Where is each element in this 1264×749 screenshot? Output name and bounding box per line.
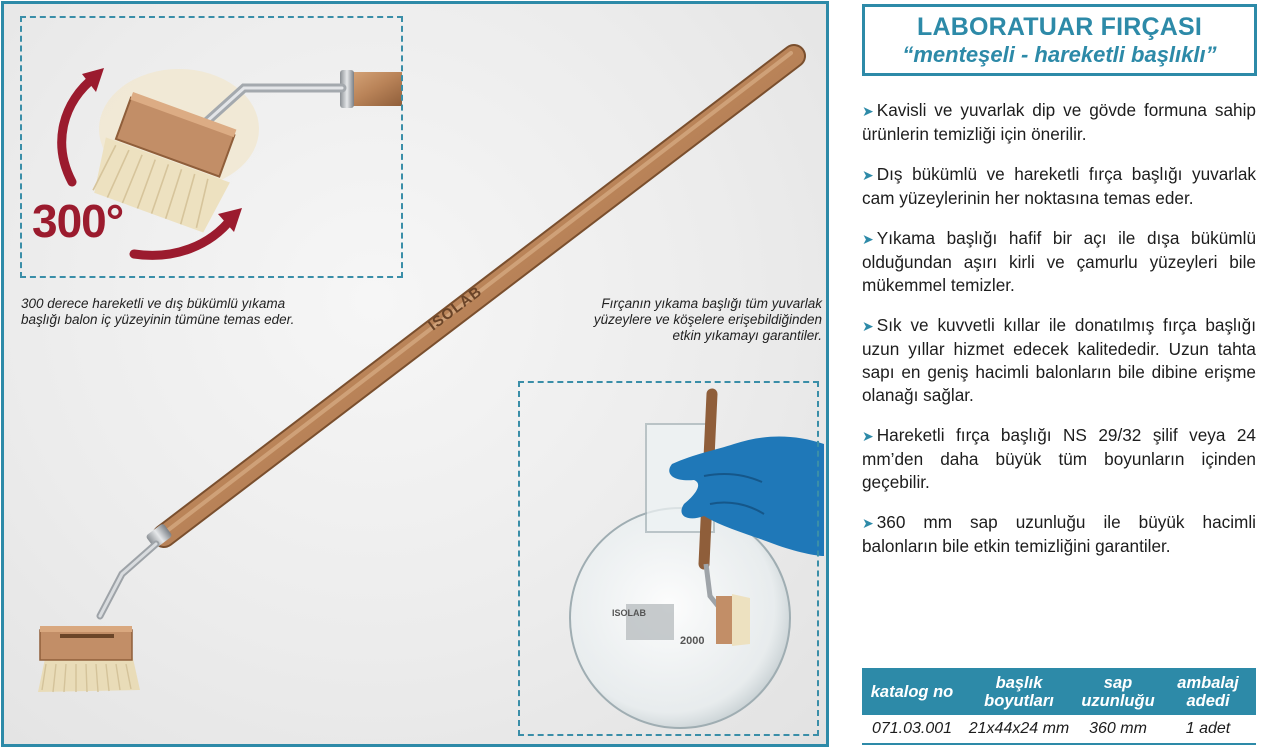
feature-item: ➤ Kavisli ve yuvarlak dip ve gövde formuna sahip ürünlerin temizliği için önerilir. bbox=[862, 100, 1256, 144]
cell-pack-qty: 1 adet bbox=[1185, 720, 1231, 737]
feature-item: ➤ 360 mm sap uzunluğu ile büyük hacimli balonların bile etkin temizliğini garantiler. bbox=[862, 512, 1256, 556]
flask-volume: 2000 bbox=[680, 635, 705, 647]
cell-catalog-no: 071.03.001 bbox=[871, 720, 953, 737]
product-subtitle: “menteşeli - hareketli başlıklı” bbox=[902, 42, 1217, 67]
bullet-arrow-icon: ➤ bbox=[862, 428, 874, 444]
caption-washing: Fırçanın yıkama başlığı tüm yuvarlak yüzeylere ve köşelere erişebildiğinden etkin yıkamayı garantiler. bbox=[593, 296, 822, 343]
bullet-arrow-icon: ➤ bbox=[862, 515, 874, 531]
header-pack-qty: ambalaj adedi bbox=[1177, 673, 1239, 710]
feature-list bbox=[862, 99, 1256, 575]
header-handle-length: sap uzunluğu bbox=[1081, 673, 1155, 710]
product-title: LABORATUAR FIRÇASI bbox=[916, 13, 1203, 41]
handle-brand: ISOLAB bbox=[425, 282, 486, 335]
flask-brand: ISOLAB bbox=[612, 608, 647, 618]
product-illustration-panel bbox=[1, 1, 829, 747]
bullet-arrow-icon: ➤ bbox=[862, 318, 874, 334]
bullet-arrow-icon: ➤ bbox=[862, 103, 874, 119]
table-row bbox=[862, 715, 1256, 743]
rotation-degree-label: 300° bbox=[32, 195, 124, 247]
feature-item: ➤ Dış bükümlü ve hareketli fırça başlığı yuvarlak cam yüzeylerinin her noktasına temas eder. bbox=[862, 164, 1256, 208]
table-bottom-rule bbox=[862, 743, 1256, 745]
product-title-box bbox=[862, 4, 1257, 76]
flask-inset-frame bbox=[518, 381, 819, 736]
feature-item: ➤ Yıkama başlığı hafif bir açı ile dışa bükümlü olduğundan aşırı kirli ve çamurlu yüzeyleri bile mükemmel temizler. bbox=[862, 228, 1256, 295]
cell-handle-length: 360 mm bbox=[1089, 720, 1147, 737]
spec-table bbox=[862, 668, 1256, 745]
caption-rotation: 300 derece hareketli ve dış bükümlü yıkama başlığı balon iç yüzeyinin tümüne temas eder. bbox=[21, 296, 295, 327]
bullet-arrow-icon: ➤ bbox=[862, 231, 874, 247]
brush-hinge-rod bbox=[100, 523, 173, 616]
header-catalog-no: katalog no bbox=[870, 682, 954, 701]
header-head-size: başlık boyutları bbox=[984, 673, 1054, 710]
cell-head-size: 21x44x24 mm bbox=[968, 720, 1070, 737]
spec-table-header bbox=[862, 668, 1256, 715]
feature-item: ➤ Sık ve kuvvetli kıllar ile donatılmış fırça başlığı uzun yıllar hizmet edecek kalitededir. Uzun tahta sapı en geniş hacimli balonların bile dibine erişme olanağı sağlar. bbox=[862, 315, 1256, 405]
brush-head bbox=[38, 626, 140, 692]
feature-item: ➤ Hareketli fırça başlığı NS 29/32 şilif veya 24 mm’den daha büyük tüm boyunların içinden geçebilir. bbox=[862, 425, 1256, 492]
bullet-arrow-icon: ➤ bbox=[862, 167, 874, 183]
